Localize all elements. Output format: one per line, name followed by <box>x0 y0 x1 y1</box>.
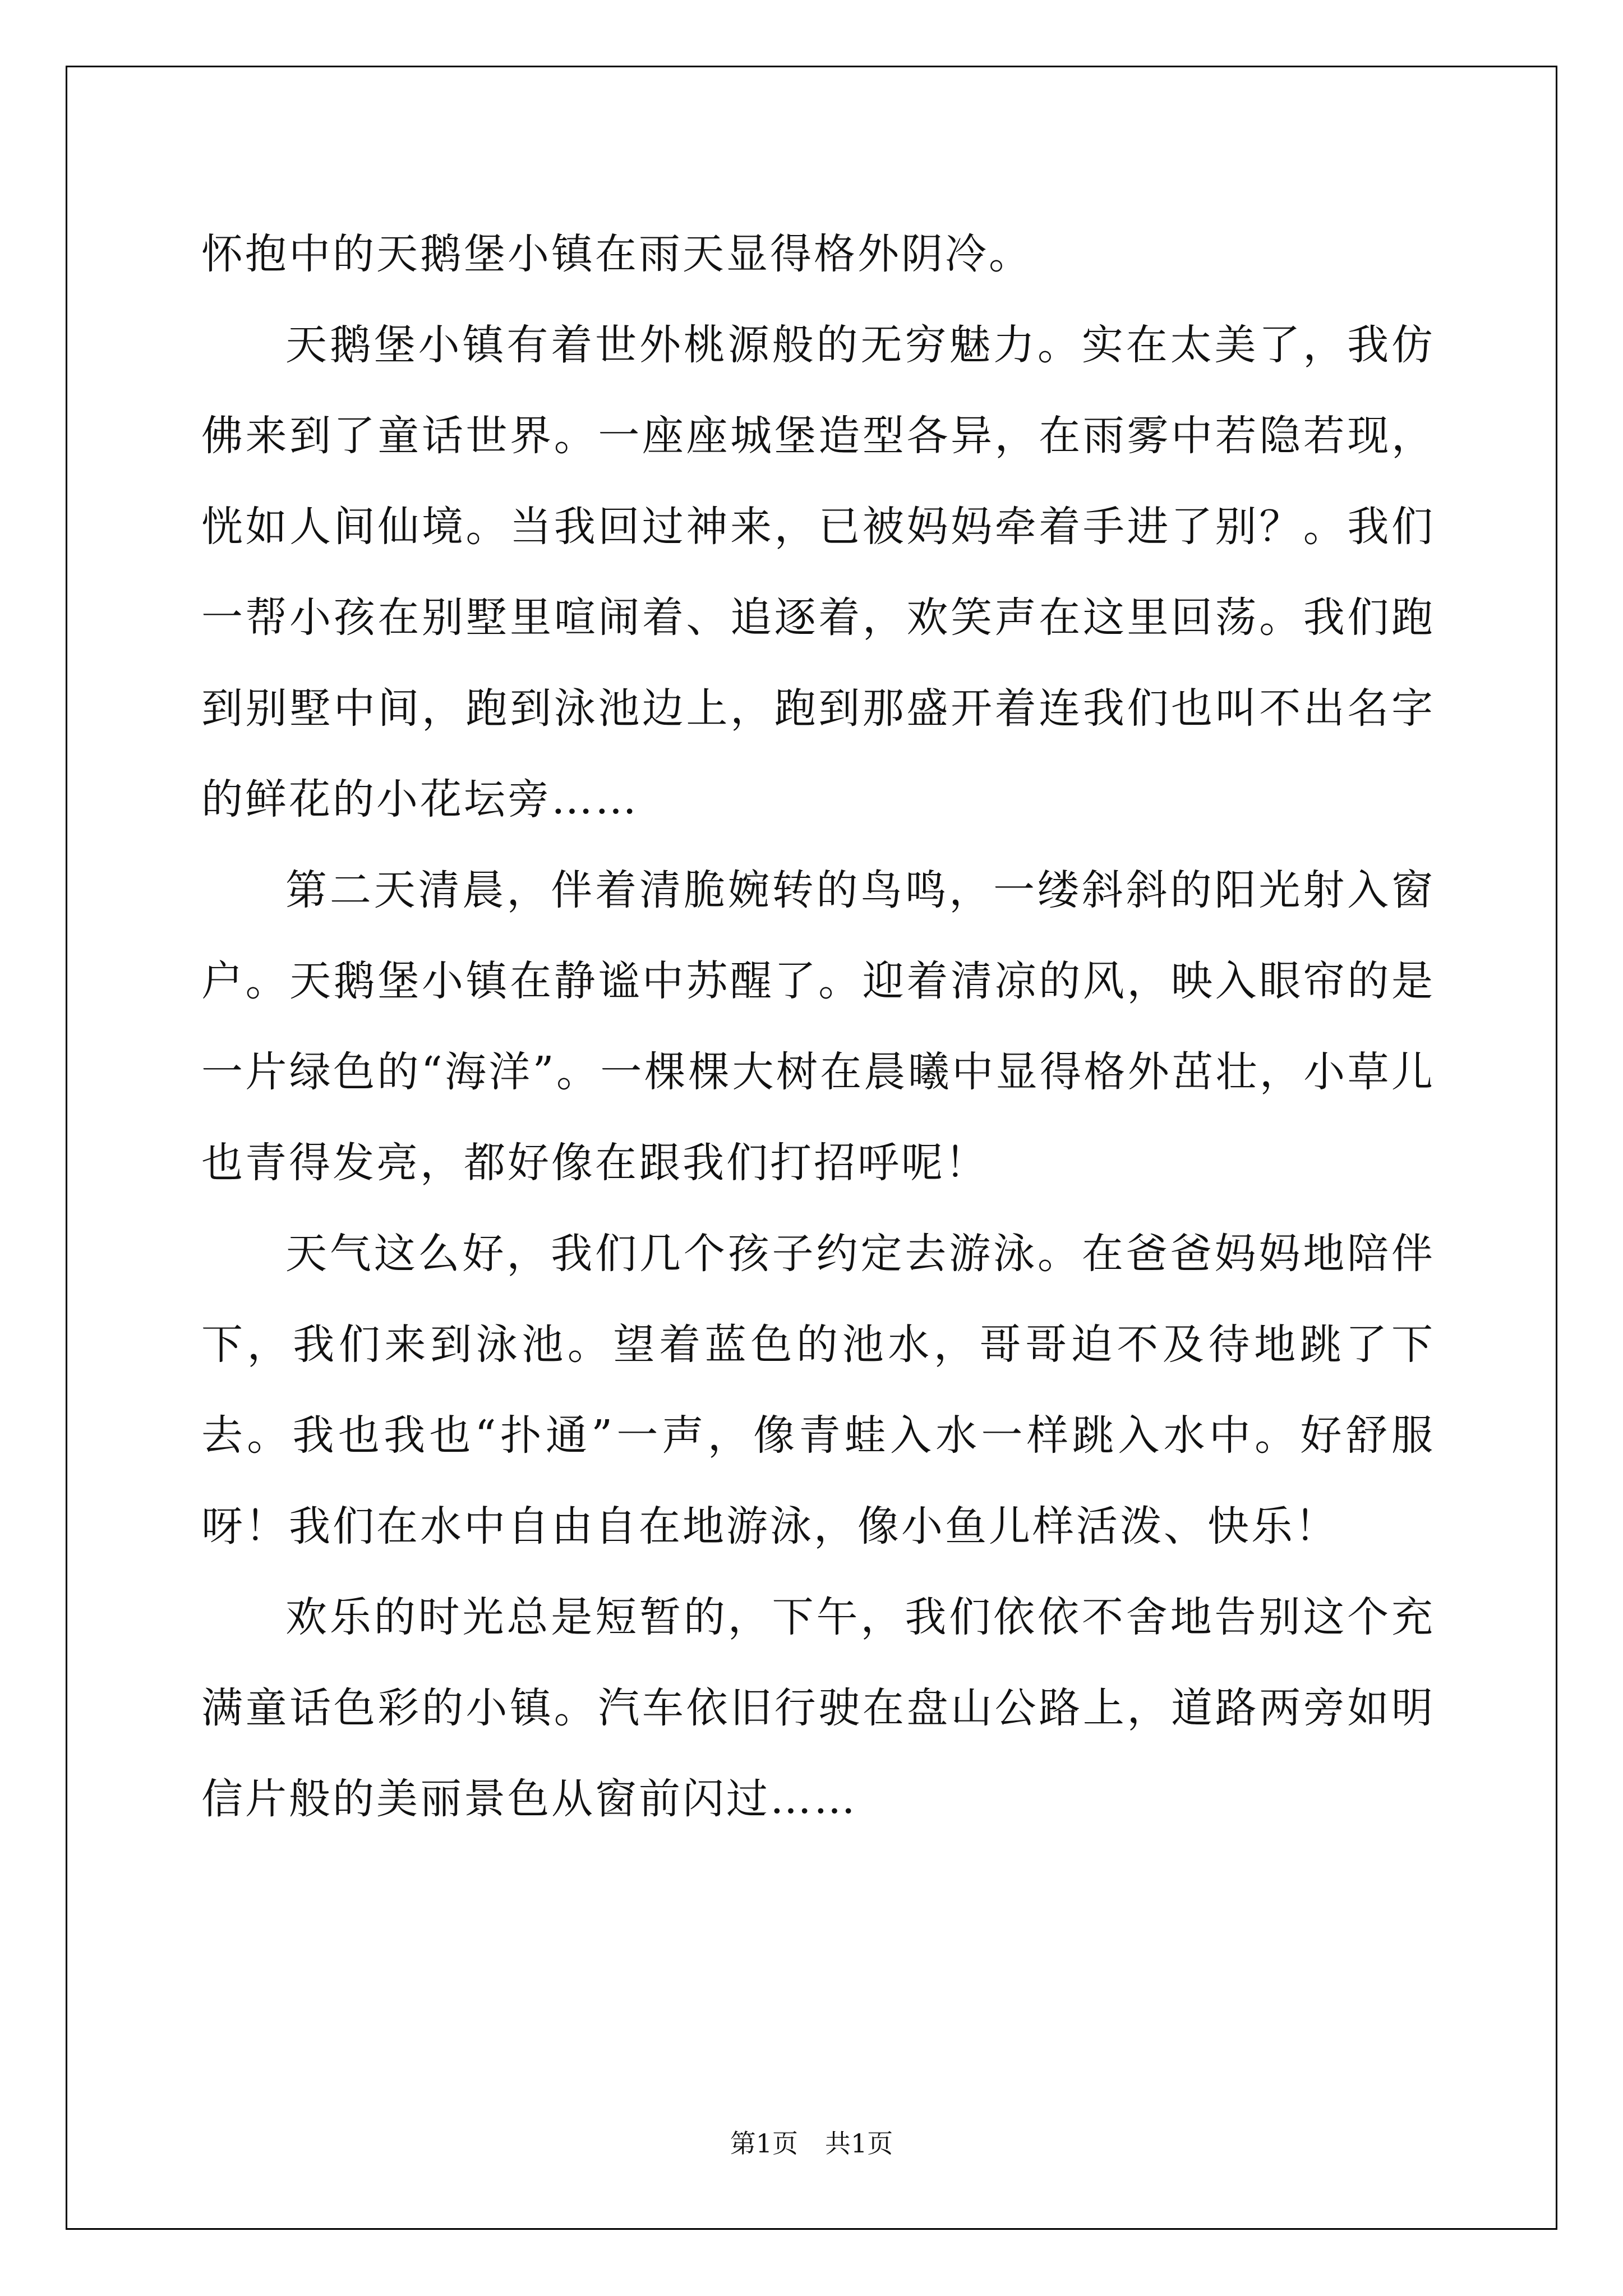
paragraph-1: 怀抱中的天鹅堡小镇在雨天显得格外阴冷。 <box>201 230 1032 278</box>
paragraph-2: 天鹅堡小镇有着世外桃源般的无穷魅力。实在太美了，我仿佛来到了童话世界。一座座城堡造型各异，在雨雾中若隐若现，恍如人间仙境。当我回过神来，已被妈妈牵着手进了别？。我们一帮小孩在别墅里喧闹着、追逐着，欢笑声在这里回荡。我们跑到别墅中间，跑到泳池边上，跑到那盛开着连我们也叫不出名字的鲜花的小花坛旁…… <box>201 321 1435 823</box>
paragraph-4: 天气这么好，我们几个孩子约定去游泳。在爸爸妈妈地陪伴下，我们来到泳池。望着蓝色的池水，哥哥迫不及待地跳了下去。我也我也“扑通”一声，像青蛙入水一样跳入水中。好舒服呀！我们在水中自由自在地游泳，像小鱼儿样活泼、快乐！ <box>201 1230 1435 1550</box>
page-total: 共1页 <box>825 2128 893 2159</box>
paragraph-3: 第二天清晨，伴着清脆婉转的鸟鸣，一缕斜斜的阳光射入窗户。天鹅堡小镇在静谧中苏醒了。迎着清凉的风，映入眼帘的是一片绿色的“海洋”。一棵棵大树在晨曦中显得格外茁壮，小草儿也青得发亮，都好像在跟我们打招呼呢！ <box>201 866 1435 1187</box>
document-body <box>201 209 1435 1844</box>
page-footer <box>0 2123 1623 2160</box>
page-number: 第1页 <box>730 2128 798 2159</box>
paragraph-5: 欢乐的时光总是短暂的，下午，我们依依不舍地告别这个充满童话色彩的小镇。汽车依旧行驶在盘山公路上，道路两旁如明信片般的美丽景色从窗前闪过…… <box>201 1593 1435 1823</box>
